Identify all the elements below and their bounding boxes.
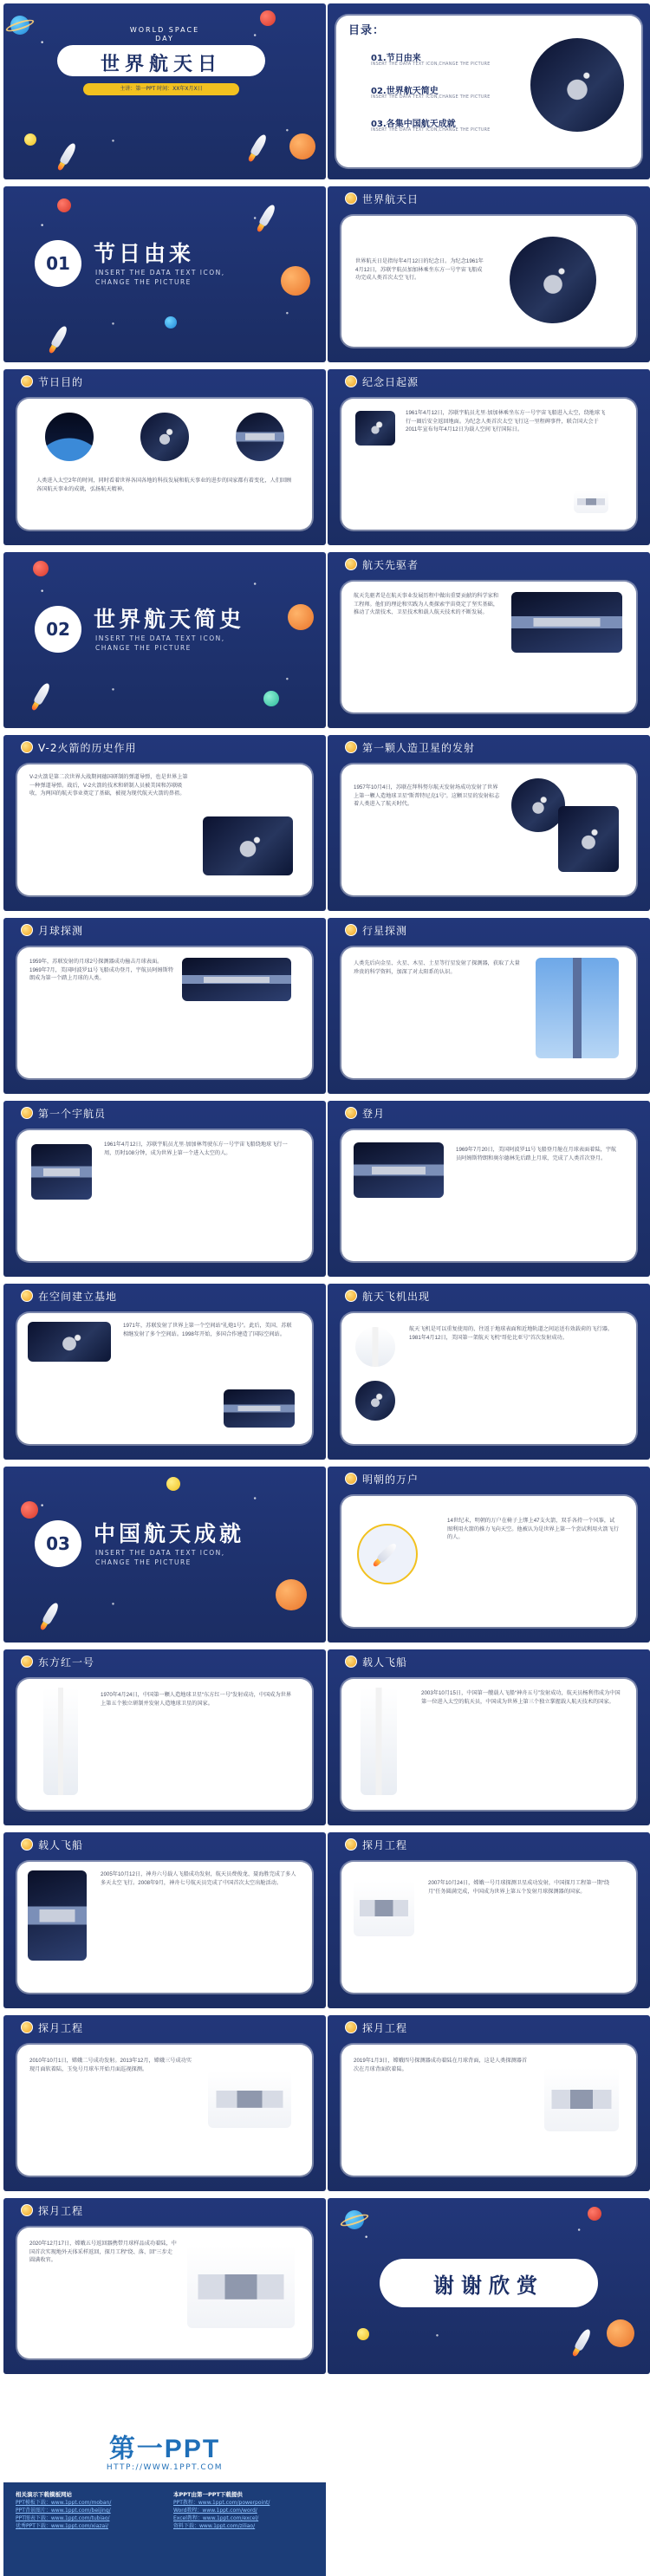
shuttle-orbit-photo — [354, 1379, 397, 1422]
slide-dfh-1[interactable] — [3, 1649, 326, 1825]
planet-icon — [263, 691, 279, 706]
rocket-icon — [42, 1601, 61, 1625]
slide-title: 行星探测 — [362, 925, 408, 937]
body-text: 2010年10月1日，嫦娥二号成功发射。2013年12月，嫦娥三号成功实现月面软着陆，玉兔号月球车开始月面巡视探测。 — [29, 2058, 192, 2072]
planet-icon — [21, 1501, 38, 1519]
content-panel — [17, 1679, 312, 1810]
body-text: 2005年10月12日，神舟六号载人飞船成功发射，航天员费俊龙、聂海胜完成了多人多天太空飞行。2008年9月，神舟七号航天员完成了中国首次太空出舱活动。 — [101, 1871, 296, 1886]
rocket-icon — [50, 324, 69, 348]
slide-manned-spacecraft-1[interactable] — [328, 1649, 650, 1825]
probe-photo — [354, 1881, 414, 1936]
content-panel — [17, 399, 312, 530]
slide-first-astronaut[interactable] — [3, 1101, 326, 1277]
planet-icon — [276, 1579, 307, 1610]
content-panel — [341, 582, 636, 712]
agenda-item-2[interactable]: 02.世界航天简史 — [371, 87, 439, 96]
lander-photo — [187, 2245, 295, 2328]
content-panel — [17, 1313, 312, 1444]
planet-icon — [345, 192, 357, 205]
slide-title: 航天先驱者 — [362, 559, 419, 571]
content-panel — [341, 764, 636, 895]
rocket-icon — [574, 2327, 593, 2352]
planet-icon — [345, 924, 357, 936]
slide-lunar-project-1[interactable] — [328, 1832, 650, 2008]
planet-icon — [21, 1107, 33, 1119]
body-text: 人类进入太空2年的时间，同时看着世界各国各地的科技发展和航天事业的进步的国家都有着变化，人们回顾各国航天事业的成就，弘扬航天精神。 — [36, 478, 292, 492]
slide-title: 明朝的万户 — [362, 1473, 419, 1486]
slide-planet-exploration[interactable] — [328, 918, 650, 1094]
content-panel — [341, 1496, 636, 1627]
slide-title: 探月工程 — [362, 1839, 408, 1851]
agenda-panel — [336, 16, 641, 167]
body-text: 1969年7月20日，美国阿波罗11号飞船登月舱在月球表面着陆，宇航员阿姆斯特朗和奥尔德林先后踏上月球，完成了人类首次登月。 — [456, 1147, 617, 1161]
planet-icon — [21, 1838, 33, 1851]
rocket-photo — [361, 1688, 397, 1795]
slide-space-shuttle[interactable] — [328, 1284, 650, 1460]
body-text: 航天先驱者是在航天事业发展历程中做出重要贡献的科学家和工程师。他们的理论和实践为人类探索宇宙奠定了坚实基础，推动了火箭技术、卫星技术和载人航天技术的不断发展。 — [354, 593, 499, 615]
slide-title: V-2火箭的历史作用 — [38, 742, 137, 754]
probe-photo — [544, 2067, 619, 2131]
slide-title: 载人飞船 — [38, 1839, 84, 1851]
ad-link[interactable]: PPT模板下载：www.1ppt.com/moban/ — [16, 2500, 112, 2506]
slide-title: 探月工程 — [38, 2205, 84, 2217]
slide-wan-hu[interactable] — [328, 1467, 650, 1643]
cover-title: 世界航天日 — [100, 54, 222, 75]
section-subtitle: INSERT THE DATA TEXT ICON, CHANGE THE PICTURE — [95, 1549, 225, 1566]
slide-lunar-project-3[interactable] — [328, 2015, 650, 2191]
ad-link[interactable]: 优秀PPT下载：www.1ppt.com/xiazai/ — [16, 2523, 108, 2529]
content-panel — [341, 216, 636, 347]
content-panel — [341, 399, 636, 530]
section-title: 中国航天成就 — [94, 1521, 245, 1546]
rocket-icon — [250, 133, 269, 157]
body-text: 1961年4月12日，苏联宇航员尤里·加加林驾驶东方一号宇宙飞船绕地球飞行一周，历时108分钟，成为世界上第一个进入太空的人。 — [104, 1142, 288, 1156]
cover-en-title: WORLD SPACE DAY — [129, 26, 200, 42]
slide-title: 探月工程 — [362, 2022, 408, 2034]
agenda-item-1-sub: INSERT THE DATA TEXT ICON,CHANGE THE PICTURE — [371, 62, 491, 67]
slide-space-base[interactable] — [3, 1284, 326, 1460]
planet-icon — [165, 316, 177, 329]
agenda-item-3[interactable]: 03.各集中国航天成就 — [371, 120, 456, 129]
body-text: 2003年10月15日，中国第一艘载人飞船“神舟五号”发射成功，航天员杨利伟成为中国第一位进入太空的航天员，中国成为世界上第三个独立掌握载人航天技术的国家。 — [421, 1690, 621, 1705]
satellite-illustration — [355, 411, 395, 446]
body-text: 1971年，苏联发射了世界上第一个空间站“礼炮1号”。此后，美国、苏联相继发射了多个空间站。1998年开始，多国合作建造了国际空间站。 — [123, 1323, 292, 1337]
slide-lunar-project-2[interactable] — [3, 2015, 326, 2191]
content-panel — [17, 764, 312, 895]
spacecraft-illustration — [574, 491, 608, 513]
section-subtitle: INSERT THE DATA TEXT ICON, CHANGE THE PICTURE — [95, 269, 225, 286]
slide-title: 在空间建立基地 — [38, 1291, 118, 1303]
shuttle-photo — [203, 816, 293, 875]
content-panel — [17, 1862, 312, 1993]
planet-icon — [21, 741, 33, 753]
content-panel — [17, 2228, 312, 2358]
planet-icon — [345, 1290, 357, 1302]
planet-icon — [281, 266, 310, 296]
astronaut-photo — [508, 235, 598, 325]
body-text: 世界航天日是指每年4月12日的纪念日。为纪念1961年4月12日，苏联宇航员加加林乘坐东方一号宇宙飞船成功完成人类首次太空飞行。 — [355, 258, 484, 281]
rocket-photo — [43, 1688, 78, 1795]
slide-cover[interactable] — [3, 3, 326, 179]
slide-festival-purpose[interactable] — [3, 369, 326, 545]
content-panel — [341, 2045, 636, 2176]
planet-icon — [260, 10, 276, 26]
content-panel — [17, 1130, 312, 1261]
moon-photo — [182, 958, 291, 1001]
planet-icon — [345, 1838, 357, 1851]
rocket-icon — [59, 141, 78, 166]
planet-icon — [345, 1107, 357, 1119]
station-photo — [28, 1322, 111, 1362]
slide-manned-spacecraft-2[interactable] — [3, 1832, 326, 2008]
satellite-photo — [139, 411, 191, 463]
slide-anniversary-origin[interactable] — [328, 369, 650, 545]
content-panel — [17, 2045, 312, 2176]
rocket-icon — [33, 681, 52, 706]
planet-icon — [345, 1656, 357, 1668]
planet-icon — [345, 741, 357, 753]
ad-column-heading: 相关演示下载模板网站 — [16, 2491, 72, 2498]
ad-links-column-2 — [173, 2491, 303, 2530]
body-text: 人类先后向金星、火星、木星、土星等行星发射了探测器，获取了大量珍贵的科学资料，加深了对太阳系的认识。 — [354, 960, 520, 975]
galaxy-photo — [558, 806, 619, 872]
body-text: 1957年10月4日，苏联在拜科努尔航天发射场成功发射了世界上第一颗人造地球卫星“斯普特尼克1号”。这颗卫星的发射标志着人类进入了航天时代。 — [354, 784, 500, 807]
slide-title: 载人飞船 — [362, 1656, 408, 1669]
rocket-photo — [529, 36, 626, 133]
planet-icon — [21, 924, 33, 936]
cover-subtitle: 主讲：第一PPT 时间：XX年X月X日 — [83, 83, 239, 95]
rocket-badge — [357, 1524, 418, 1584]
astronaut-photo — [31, 1144, 92, 1200]
body-text: 1961年4月12日，苏联宇航员尤里·加加林乘坐东方一号宇宙飞船进入太空，绕地球飞行一圈后安全返回地面。为纪念人类首次太空飞行这一里程碑事件，联合国大会于2011年宣布每年4月12日为载人空间飞行国际日。 — [406, 410, 606, 433]
section-number: 02 — [35, 606, 81, 653]
slide-title: 探月工程 — [38, 2022, 84, 2034]
body-text: 1970年4月24日，中国第一颗人造地球卫星“东方红一号”发射成功，中国成为世界上第五个独立研制并发射人造地球卫星的国家。 — [101, 1692, 292, 1707]
slide-title: 东方红一号 — [38, 1656, 95, 1669]
slide-title: 第一个宇航员 — [38, 1108, 107, 1120]
agenda-item-1[interactable]: 01.节日由来 — [371, 54, 421, 63]
slide-section-01[interactable] — [3, 186, 326, 362]
slide-section-02[interactable] — [3, 552, 326, 728]
slide-section-03[interactable] — [3, 1467, 326, 1643]
content-panel — [341, 1862, 636, 1993]
thanks-title: 谢谢欣赏 — [380, 2259, 598, 2307]
slide-title: 月球探测 — [38, 925, 84, 937]
slide-title: 第一颗人造卫星的发射 — [362, 742, 476, 754]
slide-pioneers[interactable] — [328, 552, 650, 728]
slide-title: 登月 — [362, 1108, 386, 1120]
body-text: 14世纪末，明朝的万户在椅子上绑上47支火箭，双手各持一个风筝，试图利用火箭的推力飞向天空。他被认为是世界上第一个尝试利用火箭飞行的人。 — [447, 1518, 619, 1540]
planet-icon — [588, 2207, 601, 2221]
planet-icon — [289, 133, 315, 159]
ad-links-column-1 — [16, 2491, 146, 2530]
station-photo — [511, 592, 622, 653]
section-number: 03 — [35, 1520, 81, 1567]
body-text: 2020年12月17日，嫦娥五号返回器携带月球样品成功着陆，中国首次实现地外天体采样返回，探月工程“绕、落、回”三步走圆满收官。 — [29, 2241, 177, 2263]
rocket-icon — [258, 203, 277, 227]
planet-icon — [24, 133, 36, 146]
station-photo — [234, 411, 286, 463]
planet-icon — [345, 558, 357, 570]
content-panel — [341, 1679, 636, 1810]
ad-link[interactable]: PPT教程：www.1ppt.com/powerpoint/ — [173, 2500, 270, 2506]
content-panel — [341, 1313, 636, 1444]
ad-link[interactable]: Word教程：www.1ppt.com/word/ — [173, 2508, 257, 2514]
ad-banner[interactable] — [3, 2415, 326, 2576]
section-subtitle: INSERT THE DATA TEXT ICON, CHANGE THE PICTURE — [95, 634, 225, 652]
planet-icon — [21, 1656, 33, 1668]
planet-icon — [57, 198, 71, 212]
launch-tower-photo — [536, 958, 619, 1058]
planet-icon — [357, 2328, 369, 2340]
body-text: 1959年，苏联发射的月球2号探测器成功撞击月球表面。1969年7月，美国阿波罗11号飞船成功登月，宇航员阿姆斯特朗成为第一个踏上月球的人类。 — [29, 959, 173, 981]
spacecraft-photo — [28, 1870, 87, 1961]
planet-icon — [288, 604, 314, 630]
planet-icon — [33, 561, 49, 576]
slide-title: 航天飞机出现 — [362, 1291, 431, 1303]
content-panel — [341, 1130, 636, 1261]
planet-icon — [21, 1290, 33, 1302]
planet-icon — [345, 375, 357, 387]
planet-icon — [21, 375, 33, 387]
slide-moon-landing[interactable] — [328, 1101, 650, 1277]
shuttle-launch-photo — [354, 1325, 397, 1369]
slide-moon-exploration[interactable] — [3, 918, 326, 1094]
slide-title: 节日目的 — [38, 376, 84, 388]
slide-title: 世界航天日 — [362, 193, 419, 205]
agenda-title: 目录： — [348, 24, 386, 37]
ad-link[interactable]: PPT图表下载：www.1ppt.com/tubiao/ — [16, 2515, 110, 2521]
section-number: 01 — [35, 240, 81, 287]
ad-link[interactable]: Excel教程：www.1ppt.com/excel/ — [173, 2515, 259, 2521]
brand-logo[interactable]: 第一PPT — [108, 2435, 221, 2463]
body-text: 2007年10月24日，嫦娥一号月球探测卫星成功发射，中国探月工程第一期“绕月”任务圆满完成，中国成为世界上第五个发射月球探测器的国家。 — [428, 1880, 610, 1895]
agenda-item-2-sub: INSERT THE DATA TEXT ICON,CHANGE THE PICTURE — [371, 95, 491, 100]
iss-photo — [224, 1389, 295, 1428]
planet-icon — [166, 1477, 180, 1491]
content-panel — [341, 947, 636, 1078]
ad-link[interactable]: PPT背景图片：www.1ppt.com/beijing/ — [16, 2508, 111, 2514]
body-text: 航天飞机是可以重复使用的、往返于地球表面和近地轨道之间运送有效载荷的飞行器。1981年4月12日，美国第一架航天飞机“哥伦比亚号”首次发射成功。 — [409, 1326, 614, 1341]
ad-links-band — [3, 2482, 326, 2576]
body-text: 2019年1月3日，嫦娥四号探测器成功着陆在月球背面，这是人类探测器首次在月球背面软着陆。 — [354, 2058, 528, 2072]
planet-icon — [345, 2021, 357, 2033]
slide-title: 纪念日起源 — [362, 376, 419, 388]
body-text: V-2火箭是第二次世界大战期间德国研制的弹道导弹，也是世界上第一种弹道导弹。战后，V-2火箭的技术和研制人员被美国和苏联吸收，为两国的航天事业奠定了基础，被视为现代航天火箭的鼻祖。 — [29, 774, 188, 797]
slide-thanks[interactable] — [328, 2198, 650, 2374]
planet-icon — [21, 2021, 33, 2033]
slide-lunar-project-4[interactable] — [3, 2198, 326, 2374]
cover-title-plate — [57, 45, 265, 76]
section-title: 节日由来 — [94, 241, 195, 266]
ad-link[interactable]: 资料下载：www.1ppt.com/ziliao/ — [173, 2523, 256, 2529]
agenda-item-3-sub: INSERT THE DATA TEXT ICON,CHANGE THE PICTURE — [371, 128, 491, 133]
slide-first-satellite[interactable] — [328, 735, 650, 911]
rocket-icon — [376, 1541, 398, 1563]
earth-photo — [43, 411, 95, 463]
ad-column-heading: 本PPT由第一PPT下载提供 — [173, 2491, 243, 2498]
slide-world-space-day[interactable] — [328, 186, 650, 362]
planet-icon — [607, 2319, 634, 2347]
planet-icon — [21, 2204, 33, 2216]
section-title: 世界航天简史 — [94, 607, 245, 632]
slide-v2-rocket[interactable] — [3, 735, 326, 911]
slide-agenda[interactable] — [328, 3, 650, 179]
planet-icon — [345, 1473, 357, 1485]
brand-url[interactable]: HTTP://WWW.1PPT.COM — [106, 2463, 224, 2472]
probe-photo — [208, 2071, 291, 2128]
moon-landing-photo — [354, 1142, 444, 1198]
content-panel — [17, 947, 312, 1078]
